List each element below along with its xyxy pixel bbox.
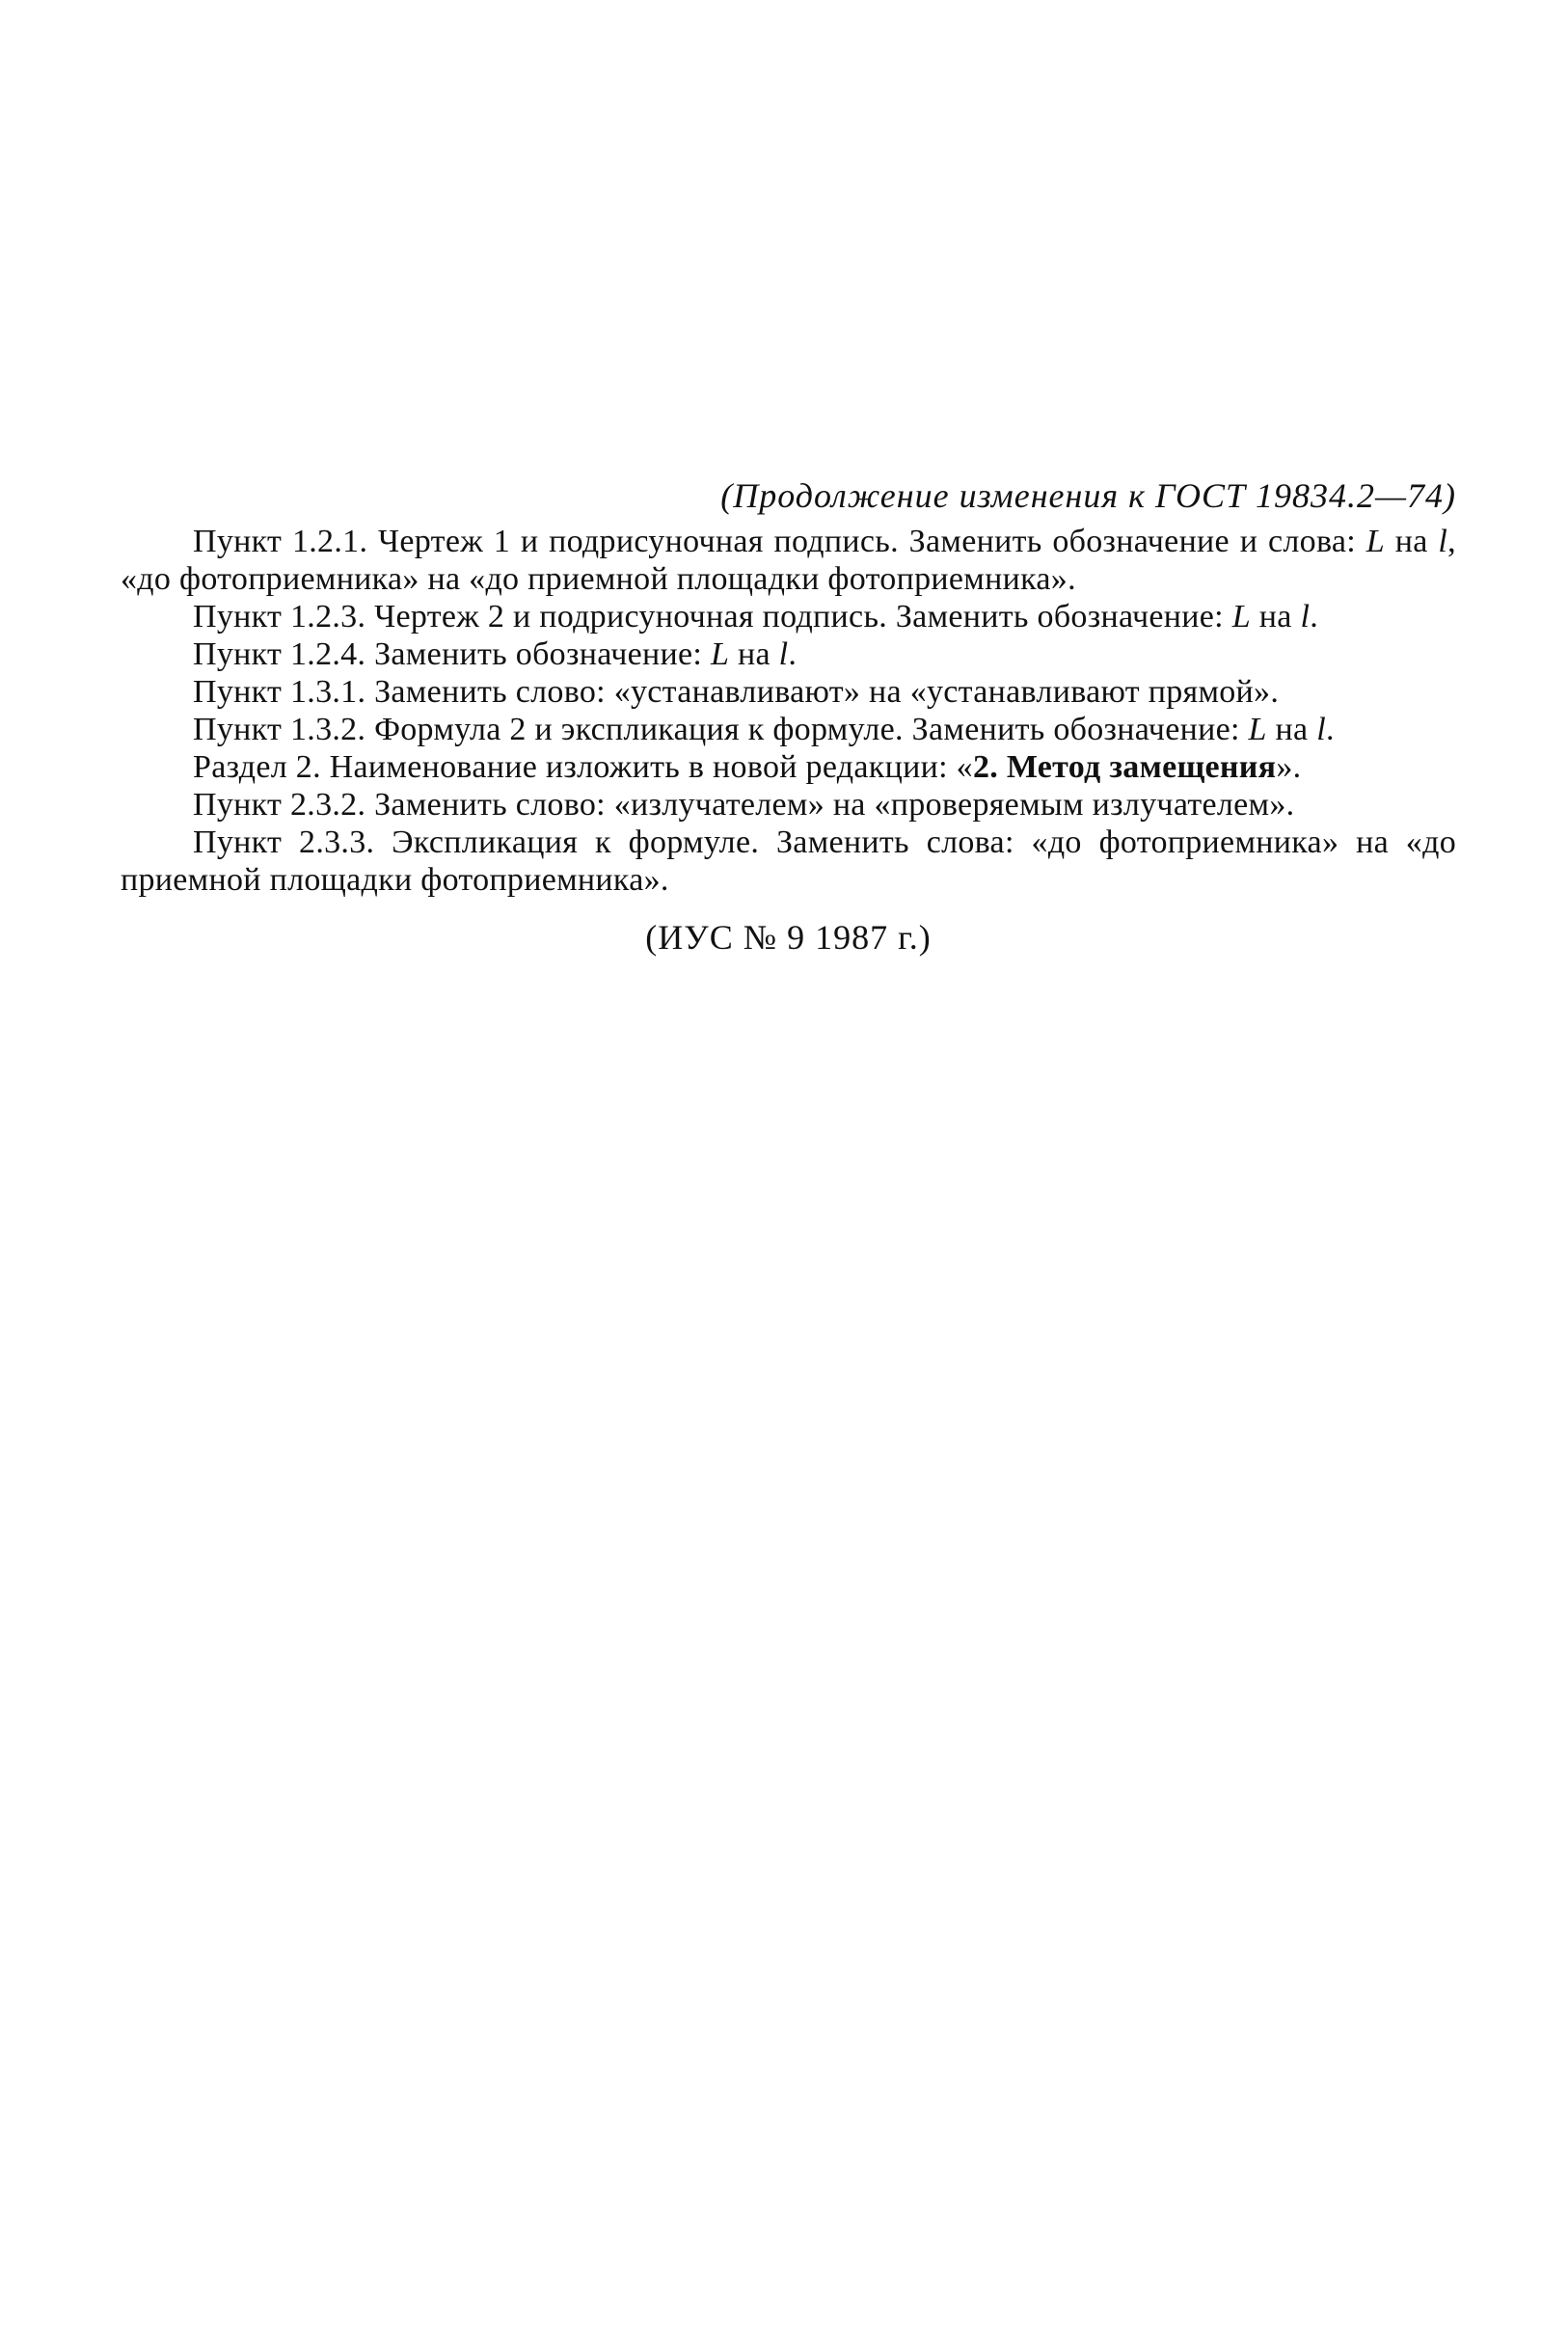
symbol-upper: L <box>1248 712 1267 747</box>
symbol-lower: l <box>1316 712 1326 747</box>
section-new-title: 2. Метод замещения <box>972 749 1277 785</box>
text-block <box>121 474 1456 959</box>
paragraph-text: . <box>1310 599 1318 635</box>
paragraph-2-3-2: Пункт 2.3.2. Заменить слово: «излучателем» на «проверяемым излучателем». <box>193 787 1295 823</box>
paragraph-text: . <box>788 636 798 672</box>
symbol-upper: L <box>710 636 730 672</box>
paragraph-1-3-2 <box>121 711 1456 748</box>
paragraph-text: на <box>729 636 779 672</box>
paragraph-1-3-1: Пункт 1.3.1. Заменить слово: «устанавливают» на «устанавливают прямой». <box>193 674 1280 710</box>
paragraph-text: , «до фотоприемника» на «до приемной площадки фотоприемника». <box>121 524 1456 597</box>
paragraph-1-2-4 <box>121 635 1456 673</box>
symbol-upper: L <box>1231 599 1251 635</box>
paragraph-1-2-3 <box>121 598 1456 635</box>
symbol-lower: l <box>778 636 789 672</box>
paragraph-text: на <box>1250 599 1301 635</box>
paragraph-text: Пункт 1.2.4. Заменить обозначение: <box>193 636 711 672</box>
paragraph-section-2 <box>121 748 1456 786</box>
paragraph-text: ». <box>1276 749 1302 785</box>
publication-source: (ИУС № 9 1987 г.) <box>645 918 932 957</box>
continuation-header: (Продолжение изменения к ГОСТ 19834.2—74) <box>720 476 1456 515</box>
paragraph-1-2-1 <box>121 523 1456 598</box>
paragraph-text: . <box>1325 712 1335 747</box>
paragraph-text: Пункт 1.3.2. Формула 2 и экспликация к формуле. Заменить обозначение: <box>193 712 1249 747</box>
paragraph-text: на <box>1384 524 1439 559</box>
paragraph-2-3-3: Пункт 2.3.3. Экспликация к формуле. Заменить слова: «до фотоприемника» на «до приемной площадки фотоприемника». <box>121 824 1456 898</box>
paragraph-text: Пункт 1.2.1. Чертеж 1 и подрисуночная подпись. Заменить обозначение и слова: <box>193 524 1366 559</box>
symbol-lower: l <box>1300 599 1311 635</box>
paragraph-text: Пункт 1.2.3. Чертеж 2 и подрисуночная подпись. Заменить обозначение: <box>193 599 1232 635</box>
symbol-upper: L <box>1365 524 1385 559</box>
paragraph-text: на <box>1266 712 1317 747</box>
symbol-lower: l <box>1438 524 1448 559</box>
paragraph-text: Раздел 2. Наименование изложить в новой редакции: « <box>193 749 973 785</box>
